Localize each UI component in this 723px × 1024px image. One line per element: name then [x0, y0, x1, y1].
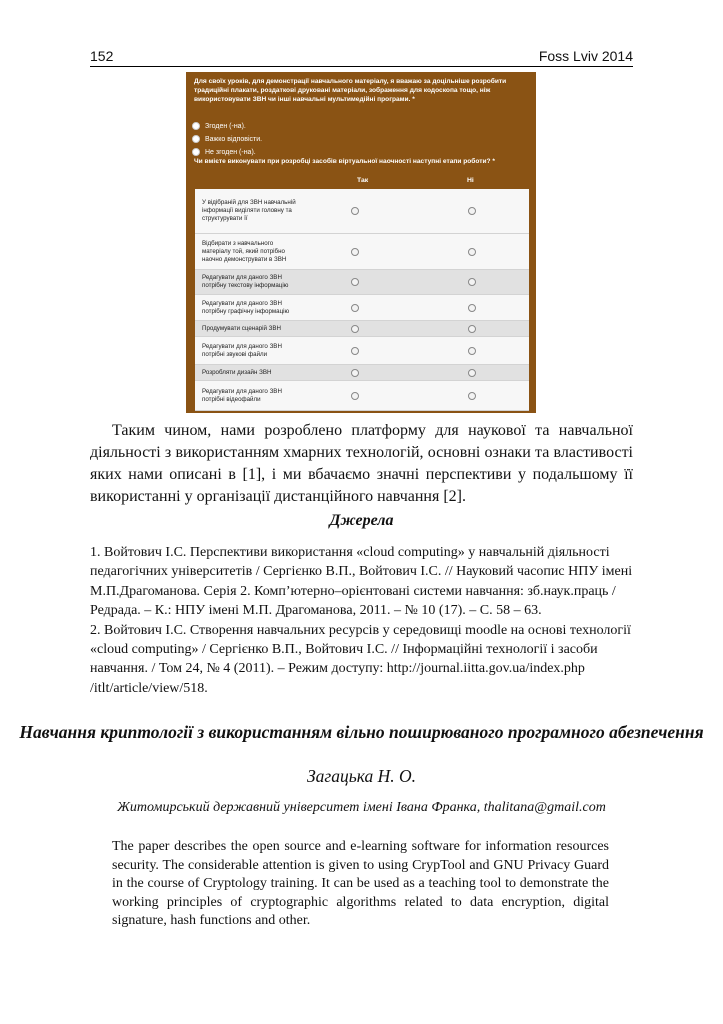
- radio-no[interactable]: [468, 207, 476, 215]
- table-row: [195, 295, 529, 321]
- body-paragraph: Таким чином, нами розроблено платформу для наукової та навчальної діяльності з використанням хмарних технологій, основні ознаки та властивості яких нами описані в [1], і ми вбачаємо значні перспективи у подальшому її використанні у організації дистанційного навчання [2].: [90, 422, 633, 505]
- article-title: Навчання криптології з використанням вільно поширюваного програмного абезпечення: [19, 722, 704, 742]
- radio-button[interactable]: [192, 148, 200, 156]
- column-header-no: Ні: [467, 177, 474, 184]
- survey-matrix-table: [195, 189, 529, 411]
- survey-question-1: Для своїх уроків, для демонстрації навчального матеріалу, я вважаю за доцільніше розробити традиційні плакати, роздаткові друковані матеріали, зображення для кодоскопа тощо, ніж використовувати ЗВН чи інші навчальні мультимедійні програми. *: [194, 78, 507, 103]
- radio-button[interactable]: [192, 135, 200, 143]
- survey-option-disagree[interactable]: [192, 148, 256, 156]
- radio-no[interactable]: [468, 347, 476, 355]
- radio-yes[interactable]: [351, 278, 359, 286]
- page-number: 152: [90, 48, 114, 64]
- survey-option-label: Важко відповісти.: [205, 135, 263, 143]
- table-row: [195, 270, 529, 295]
- survey-question-2: Чи вмієте виконувати при розробці засобів віртуальної наочності наступні етапи роботи? *: [194, 158, 495, 165]
- table-row: [195, 337, 529, 365]
- radio-no[interactable]: [468, 369, 476, 377]
- radio-no[interactable]: [468, 304, 476, 312]
- article-abstract: The paper describes the open source and e-learning software for information resources security. The considerable attention is given to using CrypTool and GNU Privacy Guard in the course of Cryptology training. It can be used as a teaching tool to demonstrate the working principles of cryptographic algorithms related to data encryption, digital signature, hash functions and other.: [112, 839, 609, 928]
- reference-item: 2. Войтович І.С. Створення навчальних ресурсів у середовищі moodle на основі технології «cloud computing» / Сергієнко В.П., Войтович І.С. // Інформаційні технології і засоби навчання. / Том 24, № 4 (2011). – Режим доступу: http://journal.iitta.gov.ua/index.php /itlt/article/view/518.: [90, 622, 631, 696]
- survey-option-hard-to-say[interactable]: [192, 135, 262, 143]
- radio-yes[interactable]: [351, 207, 359, 215]
- radio-button[interactable]: [192, 122, 200, 130]
- row-label: Редагувати для даного ЗВН потрібні звукові файли: [202, 342, 282, 358]
- radio-yes[interactable]: [351, 369, 359, 377]
- row-label: Розробляти дизайн ЗВН: [202, 368, 272, 376]
- column-header-yes: Так: [357, 177, 369, 184]
- table-row: [195, 381, 529, 411]
- author-affiliation: Житомирський державний університет імені Івана Франка, thalitana@gmail.com: [117, 800, 606, 815]
- journal-name: Foss Lviv 2014: [538, 48, 633, 64]
- row-label: Редагувати для даного ЗВН потрібну графічну інформацію: [202, 299, 290, 315]
- sources-heading: Джерела: [329, 512, 394, 529]
- radio-yes[interactable]: [351, 248, 359, 256]
- table-row: [195, 189, 529, 234]
- survey-option-label: Згоден (-на).: [205, 122, 246, 130]
- table-row: [195, 365, 529, 381]
- row-label: У відібраній для ЗВН навчальній інформації виділяти головну та структурувати її: [202, 199, 296, 222]
- radio-yes[interactable]: [351, 347, 359, 355]
- row-label: Продумувати сценарій ЗВН: [202, 324, 281, 332]
- radio-no[interactable]: [468, 325, 476, 333]
- row-label: Редагувати для даного ЗВН потрібні відеофайли: [202, 387, 282, 403]
- reference-item: 1. Войтович І.С. Перспективи використання «cloud computing» у навчальній діяльності педагогічних університетів / Сергієнко В.П., Войтович І.С. // Науковий часопис НПУ імені М.П.Драгоманова. Серія 2. Комп’ютерно–орієнтовані системи навчання: зб.наук.праць / Редрада. – К.: НПУ імені М.П. Драгоманова, 2011. – № 10 (17). – С. 58 – 63.: [90, 545, 633, 619]
- page-header: [90, 46, 633, 67]
- radio-no[interactable]: [468, 392, 476, 400]
- survey-form-screenshot: [186, 72, 536, 413]
- survey-option-label: Не згоден (-на).: [205, 148, 256, 156]
- radio-no[interactable]: [468, 248, 476, 256]
- reference-list: [90, 543, 635, 698]
- table-row: [195, 321, 529, 337]
- radio-yes[interactable]: [351, 325, 359, 333]
- row-label: Відбирати з навчального матеріалу той, який потрібно наочно демонструвати в ЗВН: [202, 239, 287, 263]
- article-author: Загацька Н. О.: [307, 766, 416, 786]
- radio-no[interactable]: [468, 278, 476, 286]
- radio-yes[interactable]: [351, 304, 359, 312]
- radio-yes[interactable]: [351, 392, 359, 400]
- row-label: Редагувати для даного ЗВН потрібну текстову інформацію: [202, 274, 289, 289]
- survey-option-agree[interactable]: [192, 122, 246, 130]
- table-row: [195, 234, 529, 270]
